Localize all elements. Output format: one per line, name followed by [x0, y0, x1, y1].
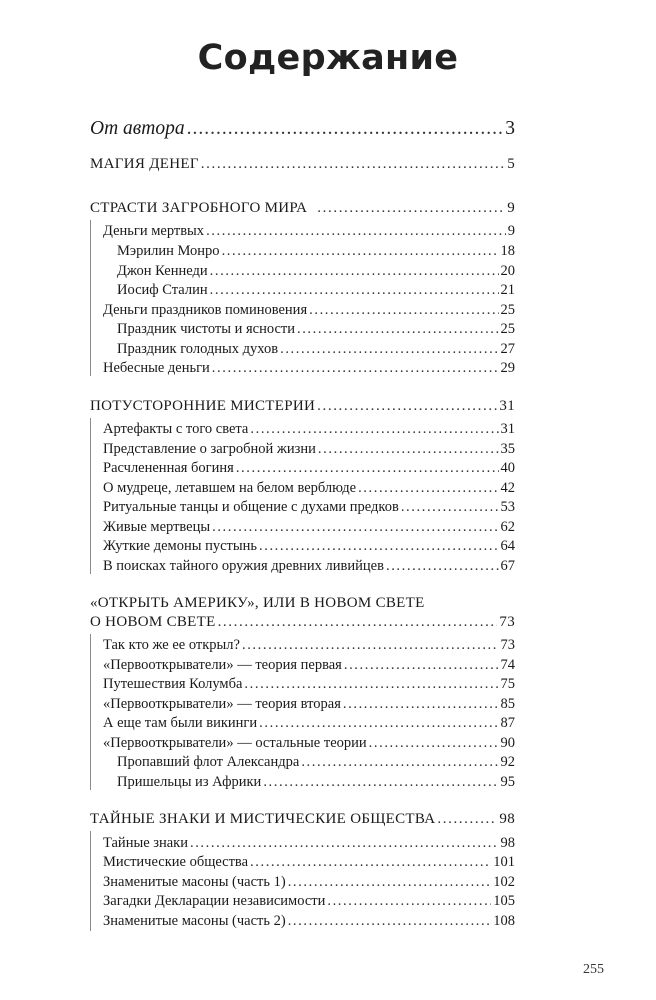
toc-entry-title: Знаменитые масоны (часть 2): [103, 913, 286, 929]
toc-entry-title: Небесные деньги: [103, 360, 210, 376]
leader-dots: [309, 301, 498, 319]
toc-entry-page: 74: [500, 657, 515, 673]
toc-entry: [117, 262, 515, 280]
toc-entry-page: 98: [500, 835, 515, 851]
toc-entry-title: Джон Кеннеди: [117, 263, 208, 279]
toc-entry-title: Праздник голодных духов: [117, 341, 279, 357]
toc-entry-page: 90: [500, 735, 515, 751]
toc-entry: [103, 834, 515, 852]
toc-entry-title: Пришельцы из Африки: [117, 774, 262, 790]
toc-entry-page: 25: [500, 302, 515, 318]
toc-entry-title: Живые мертвецы: [103, 519, 211, 535]
toc-entry-author: [90, 118, 515, 140]
toc-entry-page: 9: [507, 200, 515, 216]
toc-entry-page: 9: [507, 223, 515, 239]
toc-section-heading: [90, 613, 515, 631]
toc-entry-title: Мэрилин Монро: [117, 243, 220, 259]
leader-dots: [358, 479, 498, 497]
leader-dots: [190, 834, 499, 852]
toc-entry-title: Мистические общества: [103, 854, 249, 870]
toc-entry-page: 64: [500, 538, 515, 554]
toc-entry: [103, 498, 515, 516]
toc-entry-page: 102: [493, 874, 515, 890]
leader-dots: [288, 912, 492, 930]
toc-entry-page: 3: [505, 118, 515, 139]
toc-entry: [103, 656, 515, 674]
leader-dots: [210, 262, 499, 280]
toc-entry-page: 67: [500, 558, 515, 574]
toc-entry: [103, 459, 515, 477]
leader-dots: [318, 440, 499, 458]
leader-dots: [244, 675, 498, 693]
toc-entry: [103, 675, 515, 693]
leader-dots: [317, 199, 505, 217]
toc-entry-title: ПОТУСТОРОННИЕ МИСТЕРИИ: [90, 398, 316, 414]
toc-entry-page: 105: [493, 893, 515, 909]
leader-dots: [297, 320, 499, 338]
toc-entry-page: 73: [500, 637, 515, 653]
leader-dots: [250, 853, 491, 871]
leader-dots: [343, 695, 499, 713]
toc-entry: [103, 420, 515, 438]
toc-entry-page: 31: [499, 398, 515, 414]
leader-dots: [369, 734, 499, 752]
toc-entry-page: 29: [500, 360, 515, 376]
toc-entry: [117, 320, 515, 338]
toc-entry: [103, 912, 515, 930]
leader-dots: [250, 420, 498, 438]
toc-entry-page: 25: [500, 321, 515, 337]
leader-dots: [201, 155, 505, 173]
toc-entry: [117, 773, 515, 791]
leader-dots: [263, 773, 498, 791]
toc-entry: [103, 557, 515, 575]
toc-entry-page: 18: [500, 243, 515, 259]
toc-entry-title: «Первооткрыватели» — теория вторая: [103, 696, 341, 712]
toc-entry: [103, 479, 515, 497]
leader-dots: [317, 397, 497, 415]
toc-entry-title: «Первооткрыватели» — остальные теории: [103, 735, 367, 751]
toc-entry-page: 75: [500, 676, 515, 692]
toc-entry-title: Путешествия Колумба: [103, 676, 243, 692]
toc-entry-title: ТАЙНЫЕ ЗНАКИ И МИСТИЧЕСКИЕ ОБЩЕСТВА: [90, 811, 436, 827]
toc-entry-page: 92: [500, 754, 515, 770]
toc-entry-title: Загадки Декларации независимости: [103, 893, 326, 909]
leader-dots: [206, 222, 506, 240]
toc-entry-page: 108: [493, 913, 515, 929]
page-title: Содержание: [197, 38, 459, 78]
leader-dots: [437, 810, 497, 828]
leader-dots: [259, 537, 499, 555]
leader-dots: [212, 359, 499, 377]
toc-entry-title: О НОВОМ СВЕТЕ: [90, 614, 216, 630]
toc-entry-page: 87: [500, 715, 515, 731]
toc-entry-title: А еще там были викинги: [103, 715, 258, 731]
toc-entry-page: 85: [500, 696, 515, 712]
leader-dots: [288, 873, 492, 891]
toc-entry-magic: [90, 155, 515, 173]
toc-entry-title: Деньги мертвых: [103, 223, 205, 239]
toc-entry: [103, 359, 515, 377]
toc-entry: [103, 301, 515, 319]
section-rule: [90, 831, 91, 931]
toc-entry-page: 31: [500, 421, 515, 437]
toc-entry-title: Жуткие демоны пустынь: [103, 538, 257, 554]
toc-entry-page: 73: [499, 614, 515, 630]
toc-entry: [103, 537, 515, 555]
toc-entry: [103, 714, 515, 732]
toc-entry-title: Артефакты с того света: [103, 421, 249, 437]
toc-entry-title: Тайные знаки: [103, 835, 188, 851]
section-rule: [90, 220, 91, 376]
toc-entry: [117, 281, 515, 299]
toc-entry-page: 101: [493, 854, 515, 870]
leader-dots: [327, 892, 491, 910]
toc-entry: [117, 340, 515, 358]
section-rule: [90, 634, 91, 790]
toc-entry-title: От автора: [90, 118, 185, 139]
toc-entry-title: Так кто же ее открыл?: [103, 637, 240, 653]
toc-entry-page: 35: [500, 441, 515, 457]
toc-entry: [117, 753, 515, 771]
toc-entry-title: О мудреце, летавшем на белом верблюде: [103, 480, 357, 496]
toc-entry-page: 20: [500, 263, 515, 279]
toc-entry-page: 95: [500, 774, 515, 790]
toc-entry: [117, 242, 515, 260]
toc-section-heading: [90, 397, 515, 415]
leader-dots: [401, 498, 499, 516]
toc-entry-page: 27: [500, 341, 515, 357]
toc-entry-title: Знаменитые масоны (часть 1): [103, 874, 286, 890]
toc-entry-page: 21: [500, 282, 515, 298]
toc-entry: [103, 695, 515, 713]
leader-dots: [344, 656, 499, 674]
leader-dots: [187, 118, 504, 140]
toc-entry-title: Праздник чистоты и ясности: [117, 321, 295, 337]
leader-dots: [259, 714, 498, 732]
toc-entry-page: 62: [500, 519, 515, 535]
toc-section-heading: [90, 199, 515, 217]
leader-dots: [222, 242, 499, 260]
leader-dots: [301, 753, 498, 771]
toc-entry-page: 40: [500, 460, 515, 476]
toc-entry-title: Деньги праздников поминовения: [103, 302, 308, 318]
leader-dots: [212, 518, 498, 536]
toc-entry: [103, 440, 515, 458]
toc-entry-title: СТРАСТИ ЗАГРОБНОГО МИРА: [90, 200, 308, 216]
leader-dots: [218, 613, 498, 631]
leader-dots: [386, 557, 499, 575]
leader-dots: [236, 459, 499, 477]
toc-entry: [103, 853, 515, 871]
toc-section-heading-line1: «ОТКРЫТЬ АМЕРИКУ», ИЛИ В НОВОМ СВЕТЕ: [90, 595, 425, 611]
leader-dots: [210, 281, 499, 299]
toc-entry-page: 53: [500, 499, 515, 515]
toc-entry: [103, 873, 515, 891]
toc-entry-title: Представление о загробной жизни: [103, 441, 316, 457]
page-number: 255: [583, 962, 604, 977]
toc-entry-page: 98: [499, 811, 515, 827]
leader-dots: [280, 340, 498, 358]
leader-dots: [242, 636, 499, 654]
toc-entry-page: 5: [507, 156, 515, 172]
toc-entry-title: Расчлененная богиня: [103, 460, 234, 476]
toc-section-heading: [90, 810, 515, 828]
toc-entry: [103, 222, 515, 240]
toc-entry-title: В поисках тайного оружия древних ливийцев: [103, 558, 384, 574]
toc-entry: [103, 734, 515, 752]
toc-entry-title: «Первооткрыватели» — теория первая: [103, 657, 342, 673]
toc-entry: [103, 518, 515, 536]
section-rule: [90, 418, 91, 574]
toc-entry-title: Иосиф Сталин: [117, 282, 208, 298]
toc-entry-title: Пропавший флот Александра: [117, 754, 300, 770]
toc-entry-title: Ритуальные танцы и общение с духами предков: [103, 499, 399, 515]
toc-entry: [103, 636, 515, 654]
toc-entry: [103, 892, 515, 910]
toc-entry-title: МАГИЯ ДЕНЕГ: [90, 156, 199, 172]
toc-entry-page: 42: [500, 480, 515, 496]
